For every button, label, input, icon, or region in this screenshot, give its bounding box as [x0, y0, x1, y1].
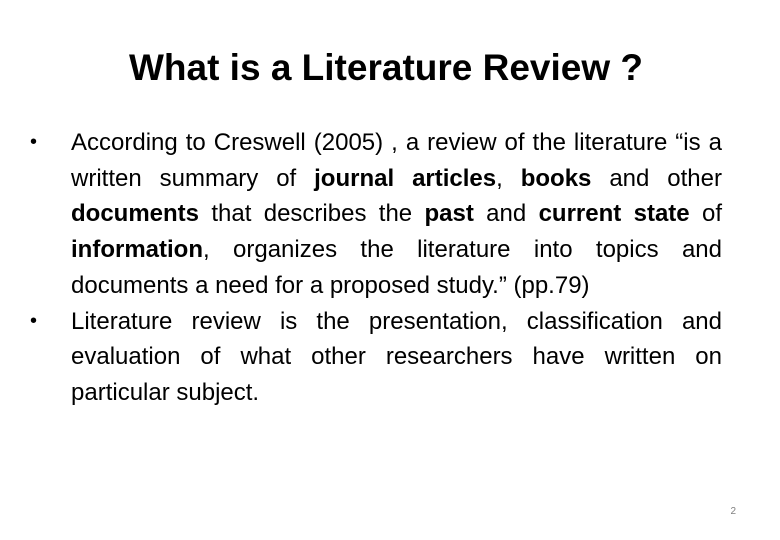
text-segment: Literature review is the presentation, classification and evaluation of what other researchers have written on particular subject.: [71, 307, 722, 406]
text-segment: , organizes the literature into topics and documents a need for a proposed study.” (pp.79): [71, 236, 722, 299]
text-segment: and other: [591, 164, 722, 192]
emphasis-information: information: [71, 236, 203, 264]
bullet-item-definition: [30, 125, 722, 304]
bullet-icon: •: [30, 131, 38, 153]
text-segment: that describes the: [199, 200, 425, 228]
slide-number: 2: [730, 506, 736, 517]
text-segment: and: [473, 200, 539, 228]
text-segment: ,: [496, 164, 521, 192]
bullet-item-literature-review: [30, 304, 722, 411]
text-segment: of: [689, 200, 722, 228]
bullet-text-definition: [71, 129, 722, 299]
emphasis-books: books: [520, 164, 592, 192]
emphasis-past: past: [424, 200, 474, 228]
slide-title: What is a Literature Review ?: [128, 47, 644, 88]
text-segment: According to Creswell (2005) , a review of the literature “is a written summary of: [71, 129, 722, 192]
emphasis-journal-articles: journal articles: [314, 164, 497, 192]
bullet-icon: •: [30, 309, 38, 332]
emphasis-current-state: current state: [538, 200, 690, 228]
bullet-text-literature-review: [71, 308, 722, 406]
bullet-list: [30, 125, 722, 411]
emphasis-documents: documents: [71, 200, 200, 228]
